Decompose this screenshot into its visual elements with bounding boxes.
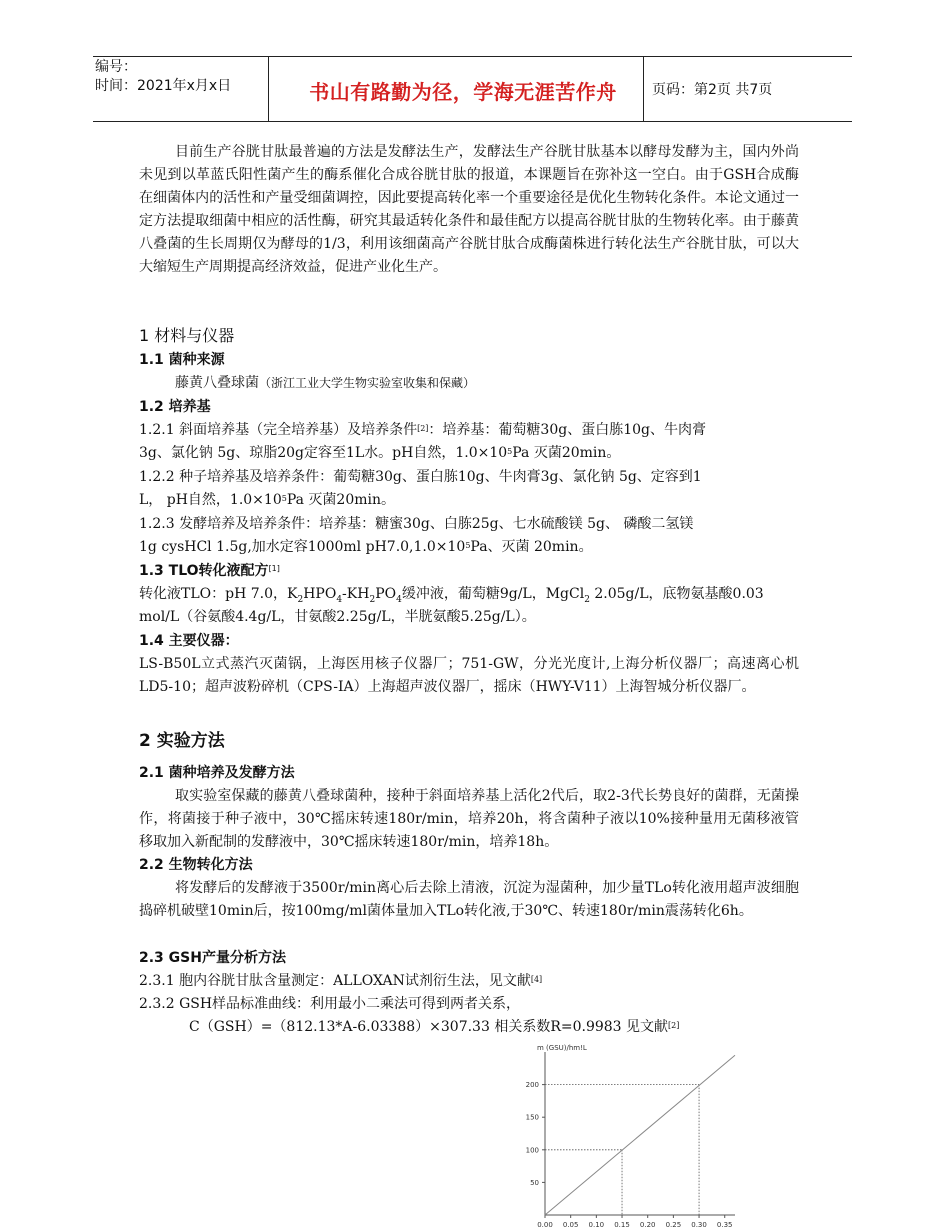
section-1-heading: 1 材料与仪器: [139, 326, 235, 345]
s121-text-c: 3g、氯化钠 5g、琼脂20g定容至1L水。pH自然，1.0×10: [139, 445, 508, 461]
y-tick-label: 100: [525, 1146, 539, 1155]
standard-curve-line: [545, 1055, 735, 1215]
standard-curve-chart: [490, 1040, 770, 1230]
s231-text: 2.3.1 胞内谷胱甘肽含量测定：ALLOXAN试剂衍生法，见文献: [139, 973, 531, 989]
y-tick-label: 200: [525, 1081, 539, 1090]
section-1-4-heading: 1.4 主要仪器：: [139, 633, 239, 649]
s13-text-2: HPO: [303, 586, 337, 602]
s13-sub-3: 2: [369, 594, 376, 605]
s13-text-4: PO: [375, 586, 397, 602]
s13-sub-2: 4: [336, 594, 343, 605]
s122-exponent: 5: [281, 494, 287, 503]
s123-line1: 1.2.3 发酵培养及培养条件：培养基：糖蜜30g、白胨25g、七水硫酸镁 5g、 磷酸二氢镁: [139, 516, 694, 532]
x-tick-label: 0.25: [665, 1221, 682, 1229]
s122-line2: [139, 489, 799, 512]
s123-exponent: 5: [465, 541, 471, 550]
instruments-paragraph: LS-B50L立式蒸汽灭菌锅，上海医用核子仪器厂；751-GW，分光光度计,上海分析仪器厂；高速离心机LD5-10；超声波粉碎机（CPS-IA）上海超声波仪器厂，摇床（HWY-V11）上海智城分析仪器厂。: [139, 656, 799, 695]
s13-line2: mol/L（谷氨酸4.4g/L，甘氨酸2.25g/L，半胱氨酸5.25g/L）。: [139, 609, 536, 625]
strain-line: [175, 372, 835, 395]
chart-layer: [526, 1044, 735, 1229]
s123-line2: [139, 536, 799, 559]
s122-text-c: Pa 灭菌20min。: [286, 492, 395, 508]
s231-citation: [4]: [530, 975, 543, 984]
s13-text-6: 2.05g/L，底物氨基酸0.03: [589, 586, 764, 602]
y-axis-label: m (GSU)/hm!L: [537, 1044, 587, 1052]
section-1-1-heading: 1.1 菌种来源: [139, 352, 225, 368]
doc-time-label: 时间：2021年x月x日: [95, 78, 232, 94]
header-motto: 书山有路勤为径，学海无涯苦作舟: [309, 80, 617, 104]
y-tick-label: 150: [525, 1113, 539, 1122]
section-1-2-heading: 1.2 培养基: [139, 399, 211, 415]
y-tick-label: 50: [530, 1178, 539, 1187]
section-2-heading: 2 实验方法: [139, 731, 225, 751]
formula-text: C（GSH）=（812.13*A-6.03388）×307.33 相关系数R=0.9983 见文献: [189, 1019, 669, 1035]
doc-number-label: 编号：: [95, 59, 137, 75]
section-1-3-heading: [139, 560, 280, 582]
culture-method-paragraph: 取实验室保藏的藤黄八叠球菌种，接种于斜面培养基上活化2代后，取2-3代长势良好的菌群，无菌操作，将菌接于种子液中，30℃摇床转速180r/min，培养20h，将含菌种子液以10%接种量用无菌移液管移取加入新配制的发酵液中，30℃摇床转速180r/min，培养18h。: [139, 788, 799, 850]
s13-sub-1: 2: [297, 594, 304, 605]
s121-exponent: 5: [507, 447, 513, 456]
s13-sub-5: 2: [584, 594, 590, 605]
section-2-3-heading: 2.3 GSH产量分析方法: [139, 950, 286, 966]
x-tick-label: 0.30: [691, 1221, 707, 1229]
s122-text-b: L， pH自然，1.0×10: [139, 492, 282, 508]
strain-name: 藤黄八叠球菌: [175, 375, 259, 391]
strain-source: （浙江工业大学生物实验室收集和保藏）: [259, 376, 476, 390]
s13-sub-4: 4: [396, 594, 402, 605]
x-tick-label: 0.15: [614, 1221, 630, 1229]
s121-citation: [2]: [417, 424, 429, 433]
s13-text-5: 缓冲液，葡萄糖9g/L，MgCl: [401, 586, 585, 602]
s121-line1: [139, 419, 799, 442]
biotransformation-paragraph: 将发酵后的发酵液于3500r/min离心后去除上清液，沉淀为湿菌种，加少量TLo转化液用超声波细胞捣碎机破壁10min后，按100mg/ml菌体量加入TLo转化液,于30℃、转速180r/min震荡转化6h。: [139, 880, 799, 919]
s231-line: [139, 970, 799, 993]
header-divider-right: [643, 56, 644, 121]
s123-text-b: 1g cysHCl 1.5g,加水定容1000ml pH7.0,1.0×10: [139, 539, 466, 555]
x-tick-label: 0.35: [716, 1221, 733, 1229]
s121-line2: [139, 442, 799, 465]
page-number-label: 页码：第2页 共7页: [652, 82, 773, 98]
x-tick-label: 0.05: [562, 1221, 579, 1229]
s121-text-a: 1.2.1 斜面培养基（完全培养基）及培养条件: [139, 422, 418, 438]
s123-text-c: Pa、灭菌 20min。: [470, 539, 593, 555]
section-1-3-citation: [1]: [268, 564, 280, 573]
section-2-2-heading: 2.2 生物转化方法: [139, 857, 253, 873]
formula-citation: [2]: [668, 1021, 680, 1030]
s232-line: 2.3.2 GSH样品标准曲线：利用最小二乘法可得到两者关系，: [139, 996, 521, 1012]
x-tick-label: 0.00: [537, 1221, 553, 1229]
s121-text-d: Pa 灭菌20min。: [512, 445, 621, 461]
header-top-rule: [93, 56, 852, 57]
intro-paragraph: 目前生产谷胱甘肽最普遍的方法是发酵法生产，发酵法生产谷胱甘肽基本以酵母发酵为主，国内外尚未见到以革蓝氏阳性菌产生的酶系催化合成谷胱甘肽的报道，本课题旨在弥补这一空白。由于GSH合成酶在细菌体内的活性和产量受细菌调控，因此要提高转化率一个重要途径是优化生物转化条件。本论文通过一定方法提取细菌中相应的活性酶，研究其最适转化条件和最佳配方以提高谷胱甘肽的生物转化率。由于藤黄八叠菌的生长周期仅为酵母的1/3，利用该细菌高产谷胱甘肽合成酶菌株进行转化法生产谷胱甘肽，可以大大缩短生产周期提高经济效益，促进产业化生产。: [139, 144, 799, 275]
s121-text-b: ：培养基：葡萄糖30g、蛋白胨10g、牛肉膏: [428, 422, 706, 438]
section-1-3-title: 1.3 TLO转化液配方: [139, 563, 269, 579]
s13-text-3: -KH: [342, 586, 370, 602]
s13-text-1: 转化液TLO：pH 7.0，K: [139, 586, 298, 602]
x-tick-label: 0.20: [639, 1221, 656, 1229]
x-tick-label: 0.10: [588, 1221, 605, 1229]
header-divider-left: [268, 56, 269, 121]
section-2-1-heading: 2.1 菌种培养及发酵方法: [139, 765, 295, 781]
s122-line1: 1.2.2 种子培养基及培养条件：葡萄糖30g、蛋白胨10g、牛肉膏3g、氯化钠 5g、定容到1: [139, 469, 702, 485]
header-bottom-rule: [93, 121, 852, 122]
formula-line: [189, 1016, 849, 1039]
